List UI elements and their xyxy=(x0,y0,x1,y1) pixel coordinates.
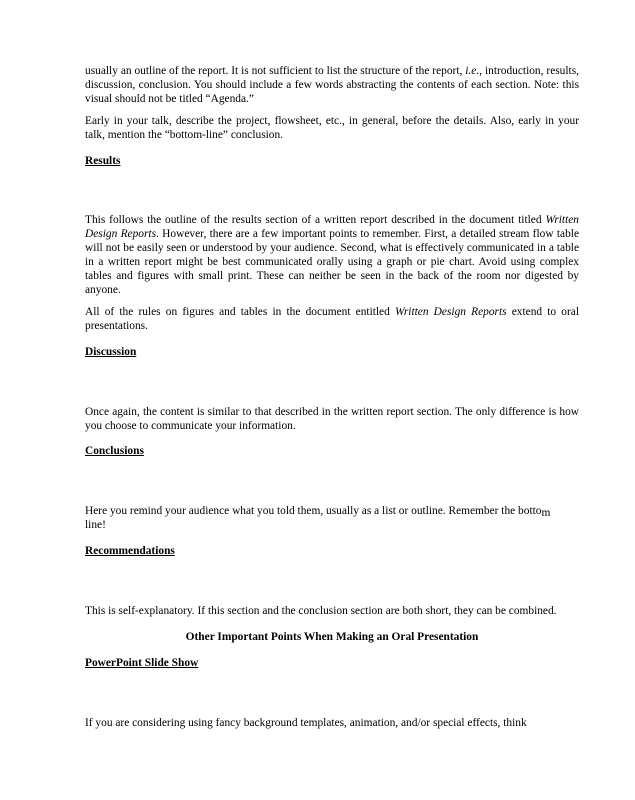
text-run: line! xyxy=(85,519,106,532)
intro-paragraph-1 xyxy=(85,65,579,107)
document-page xyxy=(85,65,579,731)
text-run: m xyxy=(541,507,551,520)
text-run: . However, there are a few important points to remember. First, a detailed stream flow table will not be easily seen or understood by your audience. Second, what is effectively communicated in a table in a written report might be best communicated orally using a graph or pie chart. Avoid using complex tables and figures with small print. These can neither be seen in the back of the room nor digested by anyone. xyxy=(85,228,579,296)
text-run: Here you remind your audience what you told them, usually as a list or outline. Remember the botto xyxy=(85,505,542,518)
section-title: Other Important Points When Making an Oral Presentation xyxy=(185,630,479,643)
results-paragraph-2 xyxy=(85,306,579,334)
text-run: usually an outline of the report. It is not sufficient to list the structure of the report, xyxy=(85,65,466,77)
powerpoint-paragraph: If you are considering using fancy background templates, animation, and/or special effects, think xyxy=(85,716,527,729)
recommendations-heading: Recommendations xyxy=(85,545,175,558)
italic-run: i.e. xyxy=(465,65,480,77)
discussion-paragraph: Once again, the content is similar to that described in the written report section. The only difference is how you choose to communicate your information. xyxy=(85,405,579,432)
recommendations-paragraph: This is self-explanatory. If this section and the conclusion section are both short, they can be combined. xyxy=(85,605,557,618)
document-title-italic: Written Design Reports xyxy=(394,305,507,318)
results-paragraph-1 xyxy=(85,214,579,297)
results-heading: Results xyxy=(85,154,121,167)
conclusions-paragraph xyxy=(85,505,579,533)
text-run: All of the rules on figures and tables in the document entitled xyxy=(85,305,395,318)
conclusions-heading: Conclusions xyxy=(85,445,144,458)
text-run: , introduction, results, discussion, conclusion. You should include a few words abstracting the contents of each section. Note: this visual should not be titled “Agenda.” xyxy=(85,65,579,105)
document-title-italic: Written Design Reports xyxy=(85,214,579,241)
text-run: extend to oral presentations. xyxy=(85,305,579,332)
intro-paragraph-2: Early in your talk, describe the project, flowsheet, etc., in general, before the details. Also, early in your talk, mention the “bottom-line” conclusion. xyxy=(85,114,579,141)
discussion-heading: Discussion xyxy=(85,345,137,358)
text-run: This follows the outline of the results section of a written report described in the document titled xyxy=(85,214,546,227)
powerpoint-heading: PowerPoint Slide Show xyxy=(85,656,199,669)
